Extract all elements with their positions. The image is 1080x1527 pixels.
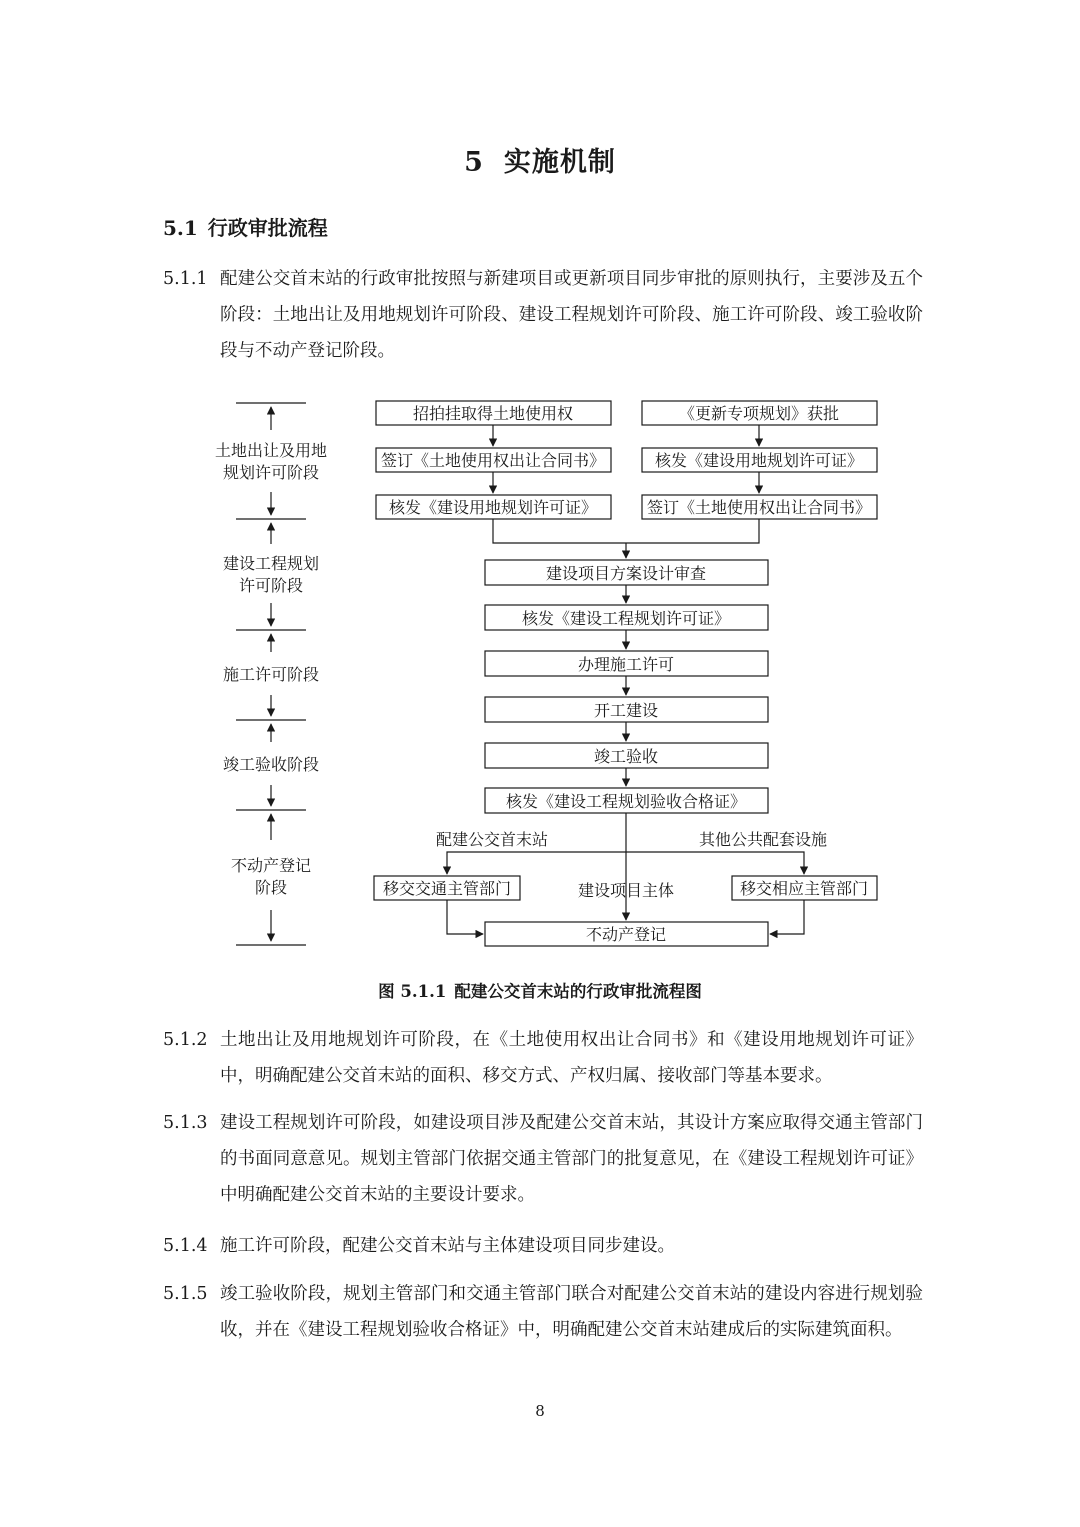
chapter-title	[0, 140, 1080, 179]
clause-5-1-1	[163, 261, 923, 369]
flow-text-main-4: 开工建设	[593, 701, 659, 720]
branch-label-other-facilities: 其他公共配套设施	[698, 830, 828, 849]
flow-text-left-3: 核发《建设用地规划许可证》	[388, 498, 598, 517]
flow-text-main-1: 建设项目方案设计审查	[545, 564, 707, 583]
section-number: 5.1	[163, 216, 198, 240]
flow-text-transfer-other: 移交相应主管部门	[739, 879, 869, 898]
clause-number: 5.1.5	[163, 1284, 208, 1304]
approval-flowchart	[200, 390, 900, 960]
flow-text-right-3: 签订《土地使用权出让合同书》	[646, 498, 872, 517]
section-heading	[163, 212, 328, 241]
flow-text-main-2: 核发《建设工程规划许可证》	[521, 609, 731, 628]
flow-text-main-3: 办理施工许可	[577, 655, 675, 674]
stage-acceptance: 竣工验收阶段	[222, 755, 320, 774]
clause-number: 5.1.4	[163, 1236, 208, 1256]
stage-property-line2: 阶段	[254, 878, 288, 897]
clause-5-1-2	[163, 1022, 923, 1094]
clause-text: 配建公交首末站的行政审批按照与新建项目或更新项目同步审批的原则执行，主要涉及五个阶段：土地出让及用地规划许可阶段、建设工程规划许可阶段、施工许可阶段、竣工验收阶段与不动产登记阶段。	[220, 269, 923, 361]
stage-construction: 施工许可阶段	[222, 665, 320, 684]
flow-text-right-1: 《更新专项规划》获批	[678, 404, 840, 423]
figure-title: 配建公交首末站的行政审批流程图	[454, 982, 702, 1001]
clause-5-1-3	[163, 1105, 923, 1213]
figure-caption	[0, 978, 1080, 1002]
flow-text-main-6: 核发《建设工程规划验收合格证》	[505, 792, 747, 811]
clause-5-1-4	[163, 1228, 923, 1264]
clause-text: 建设工程规划许可阶段，如建设项目涉及配建公交首末站，其设计方案应取得交通主管部门的书面同意意见。规划主管部门依据交通主管部门的批复意见，在《建设工程规划许可证》中明确配建公交首末站的主要设计要求。	[220, 1113, 923, 1205]
flow-text-main-5: 竣工验收	[593, 747, 659, 766]
flow-text-left-1: 招拍挂取得土地使用权	[412, 404, 574, 423]
clause-text: 施工许可阶段，配建公交首末站与主体建设项目同步建设。	[220, 1236, 675, 1256]
stage-land-line2: 规划许可阶段	[222, 463, 320, 482]
figure-number: 图 5.1.1	[378, 982, 447, 1001]
branch-label-bus-station: 配建公交首末站	[435, 830, 549, 849]
clause-number: 5.1.2	[163, 1030, 208, 1050]
stage-engineering-line2: 许可阶段	[238, 576, 304, 595]
chapter-title-text: 实施机制	[503, 147, 616, 178]
flow-text-transfer-transport: 移交交通主管部门	[382, 879, 512, 898]
stage-land-line1: 土地出让及用地	[214, 441, 328, 460]
clause-text: 竣工验收阶段，规划主管部门和交通主管部门联合对配建公交首末站的建设内容进行规划验收，并在《建设工程规划验收合格证》中，明确配建公交首末站建成后的实际建筑面积。	[220, 1284, 923, 1340]
flow-text-left-2: 签订《土地使用权出让合同书》	[380, 451, 606, 470]
stage-engineering-line1: 建设工程规划	[222, 554, 320, 573]
flow-text-right-2: 核发《建设用地规划许可证》	[654, 451, 864, 470]
section-title: 行政审批流程	[207, 216, 328, 240]
page-number: 8	[535, 1402, 545, 1420]
branch-label-main-project: 建设项目主体	[577, 881, 675, 900]
flow-text-property-registration: 不动产登记	[585, 925, 667, 944]
chapter-number: 5	[464, 147, 484, 178]
stage-property-line1: 不动产登记	[230, 856, 312, 875]
clause-number: 5.1.3	[163, 1113, 208, 1133]
clause-5-1-5	[163, 1276, 923, 1348]
clause-text: 土地出让及用地规划许可阶段，在《土地使用权出让合同书》和《建设用地规划许可证》中，明确配建公交首末站的面积、移交方式、产权归属、接收部门等基本要求。	[220, 1030, 923, 1086]
clause-number: 5.1.1	[163, 269, 208, 289]
